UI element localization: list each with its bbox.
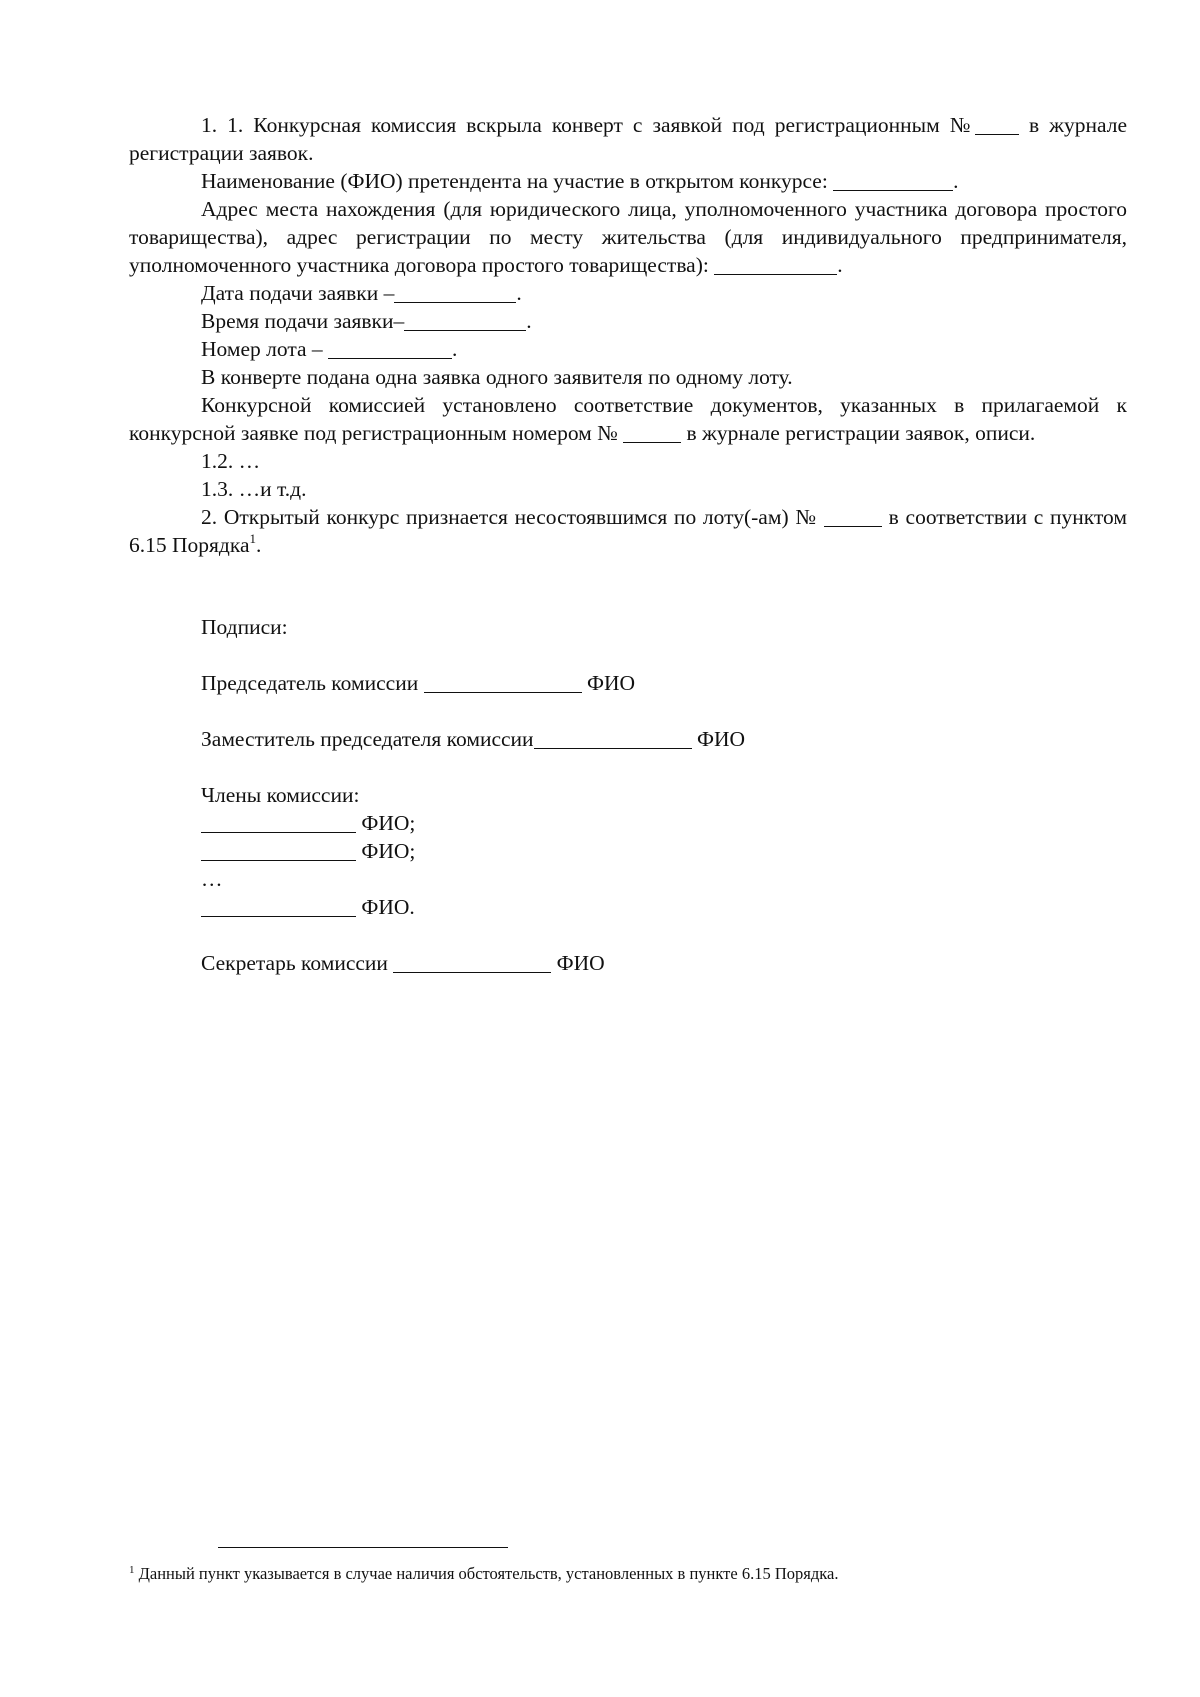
- submission-date-label: Дата подачи заявки –: [201, 281, 395, 305]
- secretary-label: Секретарь комиссии: [201, 951, 388, 975]
- compliance-paragraph: [129, 391, 1127, 447]
- footnote: [129, 1563, 1129, 1585]
- member-signature-line: [201, 809, 415, 837]
- address-label: Адрес места нахождения (для юридического лица, уполномоченного участника договора простого товарищества), адрес регистрации по месту жительства (для индивидуального предпринимателя, уполномоченного участника договора простого товарищества):: [129, 197, 1127, 277]
- chairman-fio: ФИО: [586, 671, 636, 695]
- opening-statement-end: в журнале регистрации заявок.: [129, 113, 1127, 165]
- footnote-reference: 1: [249, 531, 257, 546]
- envelope-statement: В конверте подана одна заявка одного заявителя по одному лоту.: [201, 365, 793, 389]
- secretary-fio: ФИО: [556, 951, 605, 975]
- footnote-separator: [218, 1547, 508, 1548]
- signatures-heading: Подписи:: [201, 615, 288, 639]
- opening-statement: 1. 1. Конкурсная комиссия вскрыла конверт с заявкой под регистрационным №: [201, 113, 975, 137]
- secretary-signature-blank: [393, 952, 551, 973]
- deputy-fio: ФИО: [696, 727, 745, 751]
- paragraph-2: 2. Открытый конкурс признается несостоявшимся по лоту(-ам) № в соответствии с пунктом 6.15 Порядка$^1$.: [129, 505, 1128, 557]
- lot-failed-blank: [824, 506, 882, 527]
- protocol-body: [129, 111, 1127, 559]
- member-signature-line: [201, 837, 415, 865]
- member-signature-line: [201, 893, 415, 921]
- member-fio: ФИО;: [361, 839, 416, 863]
- footnote-number: 1: [129, 1564, 135, 1576]
- chairman-signature-line: [201, 669, 635, 697]
- chairman-signature-blank: [424, 672, 582, 693]
- item-1-2: 1.2. …: [201, 449, 261, 473]
- submission-time-label: Время подачи заявки–: [201, 309, 405, 333]
- chairman-label: Председатель комиссии: [201, 671, 419, 695]
- submission-time-line: Время подачи заявки– .: [201, 309, 532, 333]
- item-1-3: 1.3. …и т.д.: [201, 477, 307, 501]
- paragraph-1-1: [129, 111, 1127, 167]
- lot-number-line: Номер лота – .: [201, 337, 458, 361]
- deputy-label: Заместитель председателя комиссии: [201, 727, 534, 751]
- compliance-number-blank: [623, 422, 681, 443]
- secretary-signature-line: [201, 949, 605, 977]
- submission-date-blank: [394, 282, 516, 303]
- address-paragraph: Адрес места нахождения (для юридического лица, уполномоченного участника договора простого товарищества), адрес регистрации по месту жительства (для индивидуального предпринимателя, уполномоченного участника договора простого товарищества): .: [129, 197, 1127, 277]
- compliance-text-start: Конкурсной комиссией установлено соответствие документов, указанных в прилагаемой к конкурсной заявке под регистрационным номером №: [129, 393, 1127, 445]
- compliance-text-end: в журнале регистрации заявок, описи.: [686, 421, 1036, 445]
- members-heading: Члены комиссии:: [201, 783, 360, 807]
- member-signature-blank: [201, 812, 356, 833]
- address-blank: [714, 254, 837, 275]
- paragraph-2-start: 2. Открытый конкурс признается несостоявшимся по лоту(-ам) №: [201, 505, 818, 529]
- applicant-name-line: Наименование (ФИО) претендента на участие в открытом конкурсе: .: [201, 169, 959, 193]
- member-fio: ФИО.: [361, 895, 415, 919]
- deputy-signature-line: [201, 725, 745, 753]
- members-ellipsis: …: [201, 867, 223, 891]
- applicant-name-blank: [833, 170, 953, 191]
- deputy-signature-blank: [534, 728, 692, 749]
- lot-number-blank: [328, 338, 452, 359]
- footnote-text: Данный пункт указывается в случае наличия обстоятельств, установленных в пункте 6.15 Порядка.: [138, 1564, 839, 1583]
- lot-number-label: Номер лота –: [201, 337, 323, 361]
- submission-date-line: Дата подачи заявки – .: [201, 281, 522, 305]
- submission-time-blank: [404, 310, 526, 331]
- member-signature-blank: [201, 896, 356, 917]
- applicant-name-label: Наименование (ФИО) претендента на участие в открытом конкурсе:: [201, 169, 828, 193]
- paragraph-2-middle: в соответствии с пунктом 6.15 Порядка: [129, 505, 1128, 557]
- member-signature-blank: [201, 840, 356, 861]
- registration-number-blank: [975, 114, 1019, 135]
- member-fio: ФИО;: [361, 811, 416, 835]
